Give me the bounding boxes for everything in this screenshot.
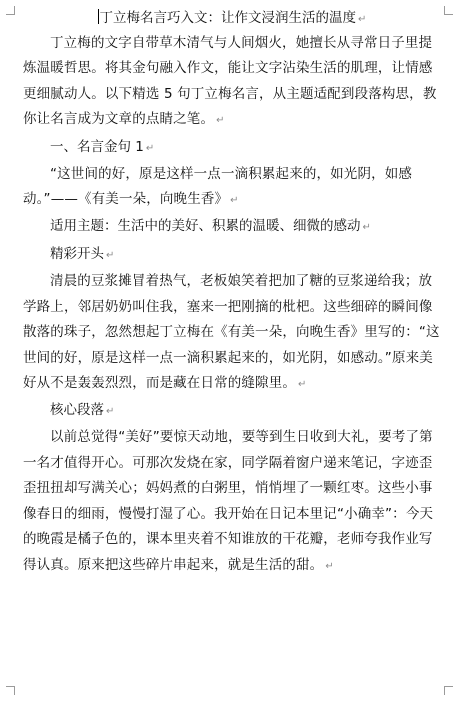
margin-corner-mark [444,686,453,695]
paragraph-mark-icon: ↵ [358,14,367,25]
paragraph-mark-icon: ↵ [362,222,371,234]
paragraph-mark-icon: ↵ [216,115,225,127]
margin-corner-mark [444,6,453,15]
document-body[interactable] [23,8,441,579]
section-heading: 一、名言金句 1 ↵ [50,138,155,155]
core-paragraph: 以前总觉得“美好”要惊天动地，要等到生日收到大礼，要考了第一名才值得开心。可那次发烧在家，同学隔着窗户递来笔记，字迹歪歪扭扭却写满关心；妈妈煮的白粥里，悄悄埋了一颗红枣。这些小事像春日的细雨，慢慢打湿了心。我开始在日记本里记“小确幸”：今天的晚霞是橘子色的，课本里夹着不知谁放的干花瓣，老师夸我作业写得认真。原来把这些碎片串起来，就是生活的甜。 ↵ [23,429,434,573]
intro-paragraph: 丁立梅的文字自带草木清气与人间烟火，她擅长从寻常日子里提炼温暖哲思。将其金句融入作文，能让文字沾染生活的肌理，让情感更细腻动人。以下精选 5 句丁立梅名言，从主题适配到段落构思，教你让名言成为文章的点睛之笔。 ↵ [23,35,437,128]
quote-paragraph: “这世间的好，原是这样一点一滴积累起来的，如光阴，如感动。”——《有美一朵，向晚生香》 ↵ [23,165,413,208]
document-title: 丁立梅名言巧入文：让作文浸润生活的温度 ↵ [99,10,367,26]
margin-corner-mark [6,6,15,15]
paragraph-mark-icon: ↵ [106,250,115,262]
paragraph-mark-icon: ↵ [106,406,115,418]
opening-heading: 精彩开头 ↵ [50,246,115,263]
margin-corner-mark [6,686,15,695]
theme-line: 适用主题：生活中的美好、积累的温暖、细微的感动 ↵ [50,218,371,235]
paragraph-mark-icon: ↵ [298,379,307,391]
paragraph-mark-icon: ↵ [325,560,334,572]
paragraph-mark-icon: ↵ [145,142,155,154]
opening-paragraph: 清晨的豆浆摊冒着热气，老板娘笑着把加了糖的豆浆递给我；放学路上，邻居奶奶叫住我，塞来一把刚摘的枇杷。这些细碎的瞬间像散落的珠子，忽然想起丁立梅在《有美一朵，向晚生香》里写的：“这世间的好，原是这样一点一滴积累起来的，如光阴，如感动。”原来美好从不是轰轰烈烈，而是藏在日常的缝隙里。 ↵ [23,273,440,392]
core-heading: 核心段落 ↵ [50,402,115,419]
text-cursor [98,9,99,24]
paragraph-mark-icon: ↵ [230,195,239,207]
